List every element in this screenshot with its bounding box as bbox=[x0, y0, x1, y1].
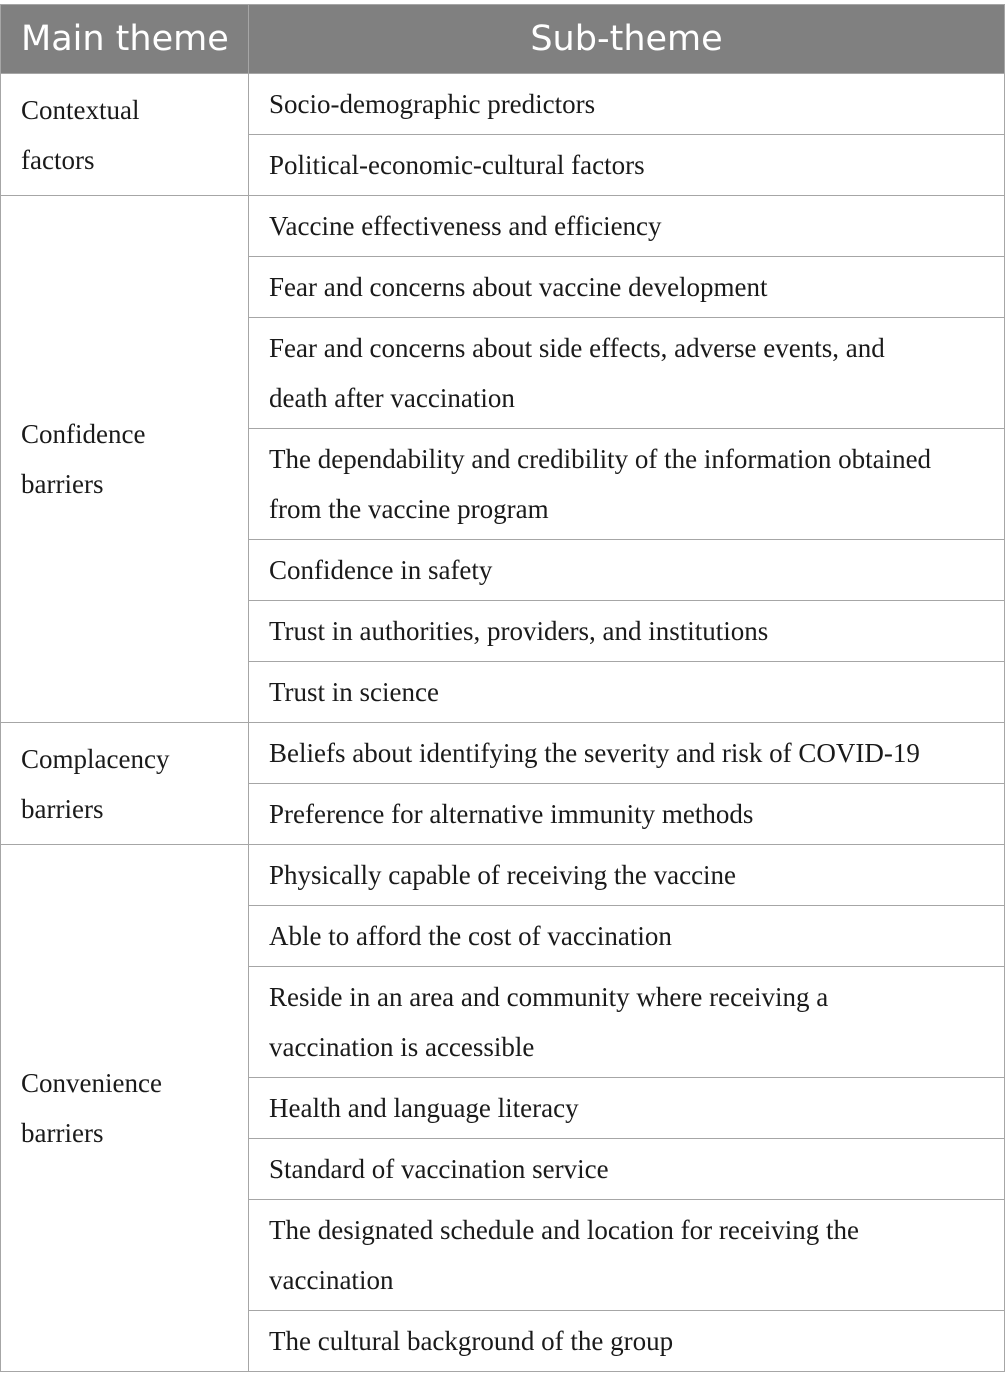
sub-theme-cell bbox=[249, 1200, 1005, 1311]
sub-theme-cell bbox=[249, 540, 1005, 601]
sub-theme-text: Fear and concerns about vaccine development bbox=[269, 272, 768, 302]
sub-theme-text: Confidence in safety bbox=[269, 555, 493, 585]
header-main-theme: Main theme bbox=[1, 5, 249, 74]
main-theme-text: barriers bbox=[21, 1118, 104, 1148]
table-body bbox=[1, 74, 1005, 1372]
sub-theme-text: Vaccine effectiveness and efficiency bbox=[269, 211, 662, 241]
main-theme-text: barriers bbox=[21, 469, 104, 499]
sub-theme-cell bbox=[249, 196, 1005, 257]
main-theme-cell bbox=[1, 74, 249, 196]
main-theme-cell bbox=[1, 196, 249, 723]
sub-theme-cell bbox=[249, 967, 1005, 1078]
sub-theme-cell bbox=[249, 723, 1005, 784]
sub-theme-cell bbox=[249, 257, 1005, 318]
sub-theme-text: Health and language literacy bbox=[269, 1093, 579, 1123]
sub-theme-text: The cultural background of the group bbox=[269, 1326, 674, 1356]
main-theme-text: Contextual bbox=[21, 94, 140, 125]
sub-theme-cell bbox=[249, 601, 1005, 662]
sub-theme-cell bbox=[249, 662, 1005, 723]
main-theme-text: Confidence bbox=[21, 419, 146, 449]
sub-theme-text: Physically capable of receiving the vaccine bbox=[269, 860, 737, 890]
sub-theme-text: Beliefs about identifying the severity and risk of COVID-19 bbox=[269, 738, 920, 768]
sub-theme-text: Preference for alternative immunity methods bbox=[269, 799, 754, 829]
sub-theme-cell bbox=[249, 1078, 1005, 1139]
sub-theme-text: Socio-demographic predictors bbox=[269, 89, 596, 119]
sub-theme-cell bbox=[249, 845, 1005, 906]
sub-theme-text: The dependability and credibility of the information obtained bbox=[269, 444, 932, 474]
sub-theme-text: Fear and concerns about side effects, adverse events, and bbox=[269, 333, 885, 363]
table-row bbox=[1, 845, 1005, 906]
sub-theme-text: Standard of vaccination service bbox=[269, 1154, 609, 1184]
sub-theme-text: Trust in science bbox=[269, 677, 439, 707]
header-row bbox=[1, 5, 1005, 74]
main-theme-cell bbox=[1, 845, 249, 1372]
sub-theme-cell bbox=[249, 74, 1005, 135]
main-theme-text: Complacency bbox=[21, 743, 170, 774]
main-theme-text: Convenience bbox=[21, 1068, 162, 1098]
sub-theme-cell bbox=[249, 1139, 1005, 1200]
sub-theme-text: vaccination is accessible bbox=[269, 1032, 535, 1062]
table-row bbox=[1, 196, 1005, 257]
sub-theme-cell bbox=[249, 1311, 1005, 1372]
main-theme-text: barriers bbox=[21, 793, 104, 824]
sub-theme-cell bbox=[249, 318, 1005, 429]
themes-table bbox=[0, 4, 1005, 1372]
table-row bbox=[1, 723, 1005, 784]
sub-theme-text: from the vaccine program bbox=[269, 494, 549, 524]
sub-theme-text: Trust in authorities, providers, and institutions bbox=[269, 616, 769, 646]
sub-theme-text: Political-economic-cultural factors bbox=[269, 150, 645, 180]
sub-theme-cell bbox=[249, 784, 1005, 845]
sub-theme-text: death after vaccination bbox=[269, 383, 515, 413]
main-theme-text: factors bbox=[21, 144, 95, 175]
sub-theme-text: The designated schedule and location for receiving the bbox=[269, 1215, 860, 1245]
sub-theme-cell bbox=[249, 429, 1005, 540]
header-sub-theme: Sub-theme bbox=[249, 5, 1005, 74]
table-row bbox=[1, 74, 1005, 135]
sub-theme-text: Reside in an area and community where receiving a bbox=[269, 982, 829, 1012]
sub-theme-cell bbox=[249, 906, 1005, 967]
sub-theme-text: vaccination bbox=[269, 1265, 394, 1295]
sub-theme-text: Able to afford the cost of vaccination bbox=[269, 921, 672, 951]
sub-theme-cell bbox=[249, 135, 1005, 196]
main-theme-cell bbox=[1, 723, 249, 845]
